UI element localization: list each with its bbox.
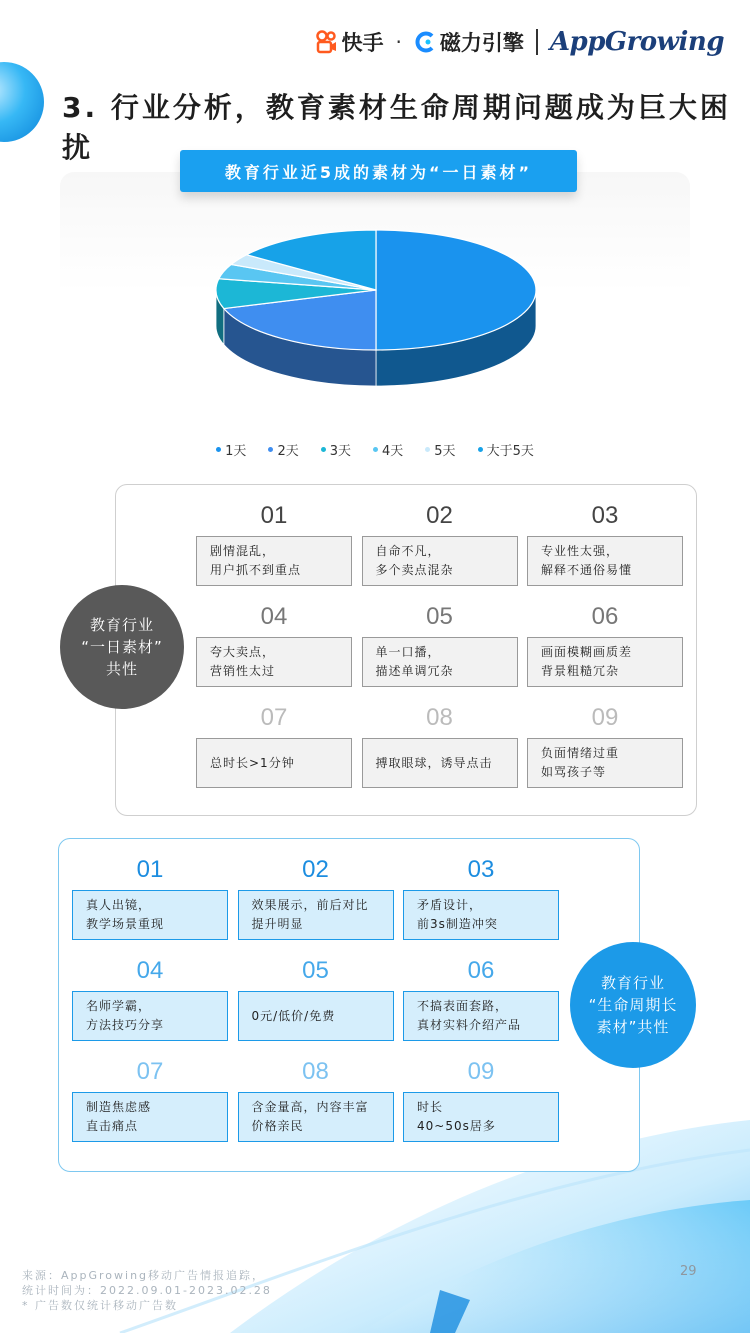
long-life-trait-text: 教学场景重现	[86, 917, 165, 931]
legend-label: 大于5天	[486, 444, 534, 459]
long-life-trait-number: 09	[467, 1058, 495, 1085]
legend-label: 5天	[434, 444, 456, 459]
one-day-trait-text: 自命不凡，	[375, 544, 441, 558]
long-life-trait-text: 提升明显	[251, 917, 304, 931]
long-life-trait-text: 方法技巧分享	[86, 1018, 165, 1032]
one-day-trait-text: 解释不通俗易懂	[541, 563, 633, 577]
one-day-trait-number: 04	[260, 603, 288, 630]
one-day-trait-text: 背景粗糙冗杂	[541, 664, 620, 678]
one-day-trait-text: 负面情绪过重	[541, 746, 620, 760]
long-life-circle-line-3: 素材”共性	[596, 1018, 670, 1036]
appgrowing-logo: AppGrowing	[549, 27, 724, 57]
long-life-trait-number: 06	[467, 957, 495, 984]
legend-item-4天	[373, 440, 403, 459]
one-day-trait-card	[362, 738, 518, 788]
one-day-trait-text: 专业性太强，	[541, 544, 620, 558]
one-day-trait-text: 单一口播，	[375, 645, 441, 659]
legend-dot	[216, 447, 221, 452]
long-life-trait-card	[403, 991, 559, 1041]
legend-item-大于5天	[478, 440, 534, 459]
long-life-trait-number: 04	[136, 957, 164, 984]
pie-chart	[0, 0, 750, 470]
legend-item-5天	[425, 440, 455, 459]
long-life-trait-card	[72, 991, 228, 1041]
long-life-circle-line-1: 教育行业	[600, 974, 665, 992]
legend-item-3天	[321, 440, 351, 459]
legend-dot	[478, 447, 483, 452]
pie-banner: 教育行业近5成的素材为“一日素材”	[180, 150, 577, 192]
legend-dot	[425, 447, 430, 452]
legend-item-2天	[268, 440, 298, 459]
legend-label: 3天	[329, 444, 351, 459]
page-number: 29	[680, 1264, 697, 1279]
one-day-trait-number: 01	[260, 502, 288, 529]
long-life-trait-number: 01	[136, 856, 164, 883]
one-day-trait-number: 05	[426, 603, 453, 630]
long-life-trait-card	[72, 890, 228, 940]
long-life-trait-text: 效果展示，前后对比	[251, 898, 369, 912]
one-day-trait-text: 夸大卖点，	[210, 645, 276, 659]
brand-dot: ·	[395, 30, 402, 54]
long-life-trait-card	[403, 890, 559, 940]
one-day-trait-text: 多个卖点混杂	[375, 563, 454, 577]
one-day-trait-number: 06	[591, 603, 619, 630]
long-life-trait-text: 矛盾设计，	[417, 898, 483, 912]
long-life-trait-number: 05	[302, 957, 329, 984]
legend-label: 1天	[225, 444, 247, 459]
one-day-trait-number: 02	[426, 502, 453, 529]
legend-dot	[373, 447, 378, 452]
long-life-trait-card	[403, 1092, 559, 1142]
legend-label: 4天	[382, 444, 404, 459]
page-title: 3. 行业分析，教育素材生命周期问题成为巨大困扰	[62, 91, 731, 164]
one-day-trait-text: 用户抓不到重点	[210, 563, 302, 577]
long-life-trait-text: 40~50s居多	[417, 1119, 496, 1133]
legend-dot	[321, 447, 326, 452]
long-life-trait-card	[72, 1092, 228, 1142]
one-day-trait-text: 如骂孩子等	[541, 765, 607, 779]
long-life-trait-number: 03	[467, 856, 495, 883]
kuaishou-label: 快手	[341, 31, 384, 55]
one-day-trait-number: 03	[591, 502, 619, 529]
one-day-trait-card	[196, 637, 352, 687]
one-day-circle-line-3: 共性	[105, 660, 138, 678]
source-line-1: 来源：AppGrowing移动广告情报追踪，	[22, 1269, 266, 1282]
source-note	[22, 1268, 272, 1313]
one-day-trait-text: 总时长>1分钟	[210, 755, 295, 770]
one-day-trait-card	[362, 536, 518, 586]
long-life-trait-text: 直击痛点	[86, 1119, 139, 1133]
one-day-trait-number: 08	[426, 704, 453, 731]
long-life-trait-card	[238, 890, 394, 940]
long-life-circle-line-2: “生命周期长	[588, 996, 678, 1014]
long-life-trait-number: 07	[136, 1058, 164, 1085]
one-day-circle-line-2: “一日素材”	[81, 638, 163, 656]
long-life-trait-text: 含金量高，内容丰富	[251, 1100, 369, 1114]
long-life-trait-text: 0元/低价/免费	[251, 1008, 336, 1023]
one-day-trait-card	[527, 536, 683, 586]
one-day-trait-number: 07	[260, 704, 288, 731]
long-life-trait-card	[238, 991, 394, 1041]
one-day-trait-text: 搏取眼球，诱导点击	[375, 755, 493, 770]
source-line-3: * 广告数仅统计移动广告数	[22, 1299, 178, 1312]
one-day-trait-number: 09	[591, 704, 619, 731]
long-life-trait-card	[238, 1092, 394, 1142]
long-life-trait-number: 02	[302, 856, 329, 883]
one-day-trait-card	[196, 536, 352, 586]
long-life-trait-text: 不搞表面套路，	[417, 999, 509, 1013]
one-day-trait-card	[527, 637, 683, 687]
legend-item-1天	[216, 440, 246, 459]
legend-dot	[268, 447, 273, 452]
one-day-trait-text: 画面模糊画质差	[541, 645, 633, 659]
long-life-trait-text: 真材实料介绍产品	[417, 1018, 522, 1032]
one-day-trait-card	[196, 738, 352, 788]
long-life-trait-number: 08	[302, 1058, 329, 1085]
long-life-circle	[570, 942, 696, 1068]
source-line-2: 统计时间为：2022.09.01-2023.02.28	[22, 1284, 272, 1297]
cili-label: 磁力引擎	[439, 31, 524, 55]
long-life-trait-text: 名师学霸，	[86, 999, 152, 1013]
long-life-trait-text: 价格亲民	[251, 1119, 304, 1133]
one-day-trait-card	[362, 637, 518, 687]
long-life-trait-text: 真人出镜，	[86, 898, 152, 912]
long-life-trait-text: 制造焦虑感	[86, 1100, 152, 1114]
one-day-circle-line-1: 教育行业	[89, 616, 154, 634]
one-day-trait-text: 描述单调冗杂	[375, 664, 454, 678]
one-day-trait-text: 剧情混乱，	[210, 544, 276, 558]
one-day-trait-card	[527, 738, 683, 788]
legend-label: 2天	[277, 444, 299, 459]
one-day-circle	[60, 585, 184, 709]
long-life-trait-text: 时长	[417, 1100, 444, 1114]
one-day-trait-text: 营销性太过	[210, 664, 276, 678]
long-life-trait-text: 前3s制造冲突	[417, 917, 498, 931]
chart-legend	[0, 440, 750, 459]
